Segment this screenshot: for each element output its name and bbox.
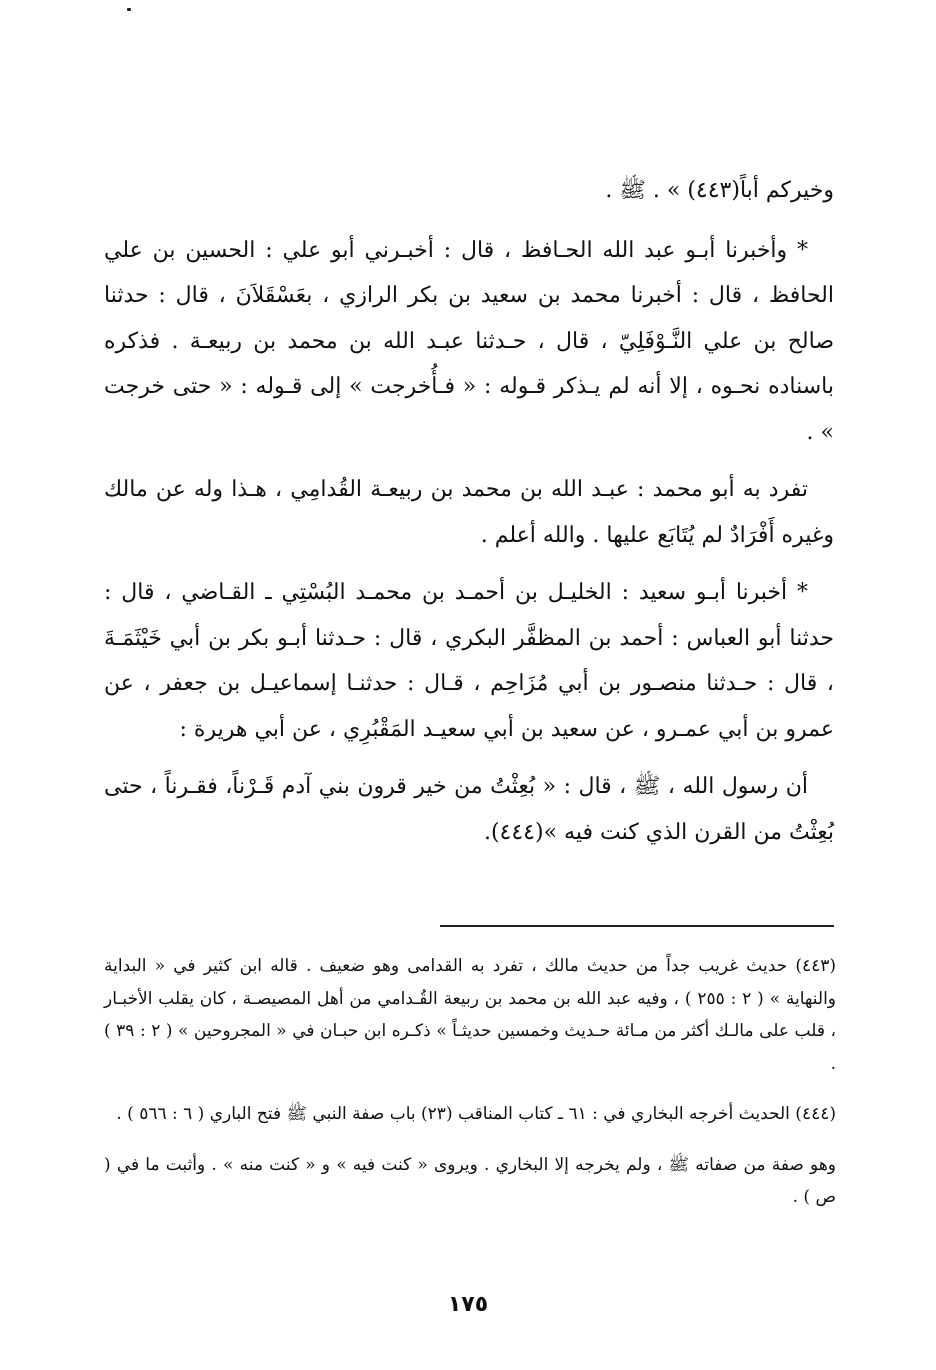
paragraph-commentary: تفرد به أبو محمد : عبـد الله بن محمد بن ربيعـة القُدامِي ، هـذا وله عن مالك وغيره أَفْرَادٌ لم يُتَابَع عليها . والله أعلم . [104,477,834,548]
paragraph-hadith-text: أن رسول الله ، ﷺ ، قال : « بُعِثْتُ من خير قرون بني آدم قَـرْناً، فقـرناً ، حتى بُعِثْتُ من القرن الذي كنت فيه »(٤٤٤). [104,774,834,845]
paragraph-isnad-1: * وأخبرنا أبـو عبد الله الحـافظ ، قال : أخبـرني أبو علي : الحسين بن علي الحافظ ، قال : أخبرنا محمد بن سعيد بن بكر الرازي ، بعَسْقَلاَنَ ، قال : حدثنا صالح بن علي النَّـوْفَلِيّ ، قال ، حـدثنا عبـد الله بن محمد بن ربيعـة . فذكره باسناده نحـوه ، إلا أنه لم يـذكر قـوله : « فـأُخرجت » إلى قـوله : « حتى خرجت » . [104,237,834,445]
ink-speck [127,8,131,11]
main-text [104,168,834,867]
page-number: ١٧٥ [447,1292,489,1317]
paragraph-hadith-ending: وخيركم أباً(٤٤٣) » . ﷺ . [605,178,834,203]
footnote-separator [440,925,834,927]
footnote-443: (٤٤٣) حديث غريب جداً من حديث مالك ، تفرد به القدامى وهو ضعيف . قاله ابن كثير في « البداية والنهاية » ( ٢ : ٢٥٥ ) ، وفيه عبد الله بن محمد بن ربيعة القُـدامي من أهل المصيصـة ، كان يقلب الأخبـار ، قلب على مالـك أكثر من مـائة حـديث وخمسين حديثـاً » ذكـره ابن حبـان في « المجروحين » ( ٢ : ٣٩ ) . [104,956,836,1074]
footnote-444: (٤٤٤) الحديث أخرجه البخاري في : ٦١ ـ كتاب المناقب (٢٣) باب صفة النبي ﷺ فتح الباري ( ٦ : ٥٦٦ ) . [116,1104,836,1124]
footnotes [104,950,836,1226]
paragraph-isnad-2: * أخبرنا أبـو سعيد : الخليـل بن أحمـد بن محمـد البُسْتِي ـ القـاضي ، قال : حدثنا أبو العباس : أحمد بن المظفَّر البكري ، قال : حـدثنا أبـو بكر بن أبي خَيْثَمَـةَ ، قال : حـدثنا منصـور بن أبي مُزَاحِم ، قـال : حدثنـا إسماعيـل بن جعفر ، عن عمرو بن أبي عمـرو ، عن سعيد بن أبي سعيـد المَقْبُرِي ، عن أبي هريرة : [104,580,834,742]
footnote-444-continued: وهو صفة من صفاته ﷺ ، ولم يخرجه إلا البخاري . ويروى « كنت فيه » و « كنت منه » . وأثبت ما في ( ص ) . [104,1154,836,1207]
